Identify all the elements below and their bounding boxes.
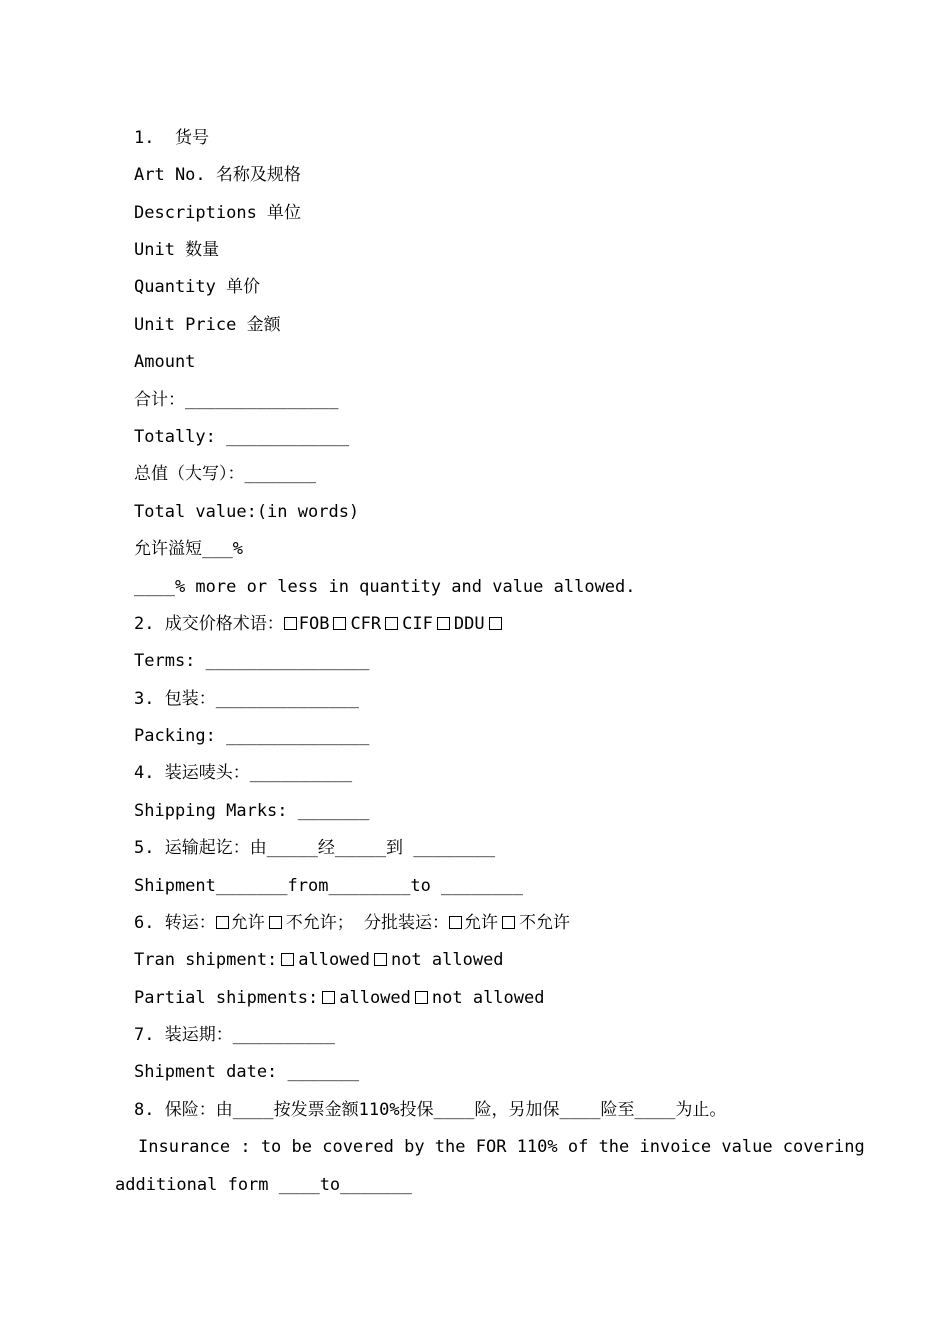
item-art-no-en: Art No. 名称及规格 — [134, 165, 301, 185]
item-amount: Amount — [134, 352, 196, 372]
checkbox-icon[interactable] — [269, 916, 282, 929]
insurance-en: Insurance : to be covered by the FOR 110% of the invoice value covering — [138, 1137, 865, 1157]
transshipment-en-label: Tran shipment: — [134, 950, 278, 970]
transshipment-allowed-cn: 允许 — [230, 913, 265, 933]
checkbox-icon[interactable] — [284, 617, 297, 630]
transshipment-allowed-en: allowed — [298, 950, 370, 970]
total-value-words-cn: 总值（大写）：_______ — [134, 464, 317, 484]
total-cn-field: 合计：_______________ — [134, 390, 339, 410]
insurance-en-continued: additional form ____to_______ — [115, 1175, 412, 1195]
item-unit-price: Unit Price 金额 — [134, 315, 281, 335]
checkbox-icon[interactable] — [385, 617, 398, 630]
checkbox-icon[interactable] — [449, 916, 462, 929]
packing-cn-field: 3. 包装：______________ — [134, 689, 359, 709]
transshipment-not-allowed-en: not allowed — [390, 950, 504, 970]
transshipment-not-allowed-cn: 不允许； — [285, 913, 354, 933]
checkbox-icon[interactable] — [216, 916, 229, 929]
shipment-date-en-field: Shipment date: _______ — [134, 1062, 360, 1082]
item-descriptions: Descriptions 单位 — [134, 203, 302, 223]
shipping-marks-en-field: Shipping Marks: _______ — [134, 801, 370, 821]
insurance-cn: 8. 保险：由____按发票金额110%投保____险，另加保____险至____为止。 — [134, 1100, 727, 1120]
more-or-less-cn: 允许溢短___% — [134, 539, 243, 559]
term-cfr: CFR — [350, 614, 382, 634]
checkbox-icon[interactable] — [281, 953, 294, 966]
shipment-date-cn-field: 7. 装运期：__________ — [134, 1025, 336, 1045]
packing-en-field: Packing: ______________ — [134, 726, 370, 746]
more-or-less-en: ____% more or less in quantity and value allowed. — [134, 577, 636, 597]
shipment-route-en: Shipment_______from________to ________ — [134, 876, 523, 896]
terms-field: Terms: ________________ — [134, 651, 370, 671]
checkbox-icon[interactable] — [502, 916, 515, 929]
partial-cn-label: 分批装运： — [363, 913, 449, 933]
checkbox-icon[interactable] — [333, 617, 346, 630]
transshipment-cn-label: 6. 转运： — [134, 913, 216, 933]
transshipment-en-line — [134, 949, 504, 971]
checkbox-icon[interactable] — [415, 991, 428, 1004]
partial-allowed-en: allowed — [339, 988, 411, 1008]
transshipment-cn-line — [134, 912, 570, 934]
checkbox-icon[interactable] — [489, 617, 502, 630]
shipping-marks-cn-field: 4. 装运唛头：__________ — [134, 763, 353, 783]
item-art-no-cn: 1. 货号 — [134, 128, 209, 148]
checkbox-icon[interactable] — [374, 953, 387, 966]
shipment-route-cn: 5. 运输起讫：由_____经_____到 ________ — [134, 838, 496, 858]
total-en-field: Totally: ____________ — [134, 427, 349, 447]
item-quantity: Quantity 单价 — [134, 277, 261, 297]
total-value-words-en: Total value:(in words) — [134, 502, 360, 522]
partial-not-allowed-cn: 不允许 — [518, 913, 570, 933]
price-terms-label: 2. 成交价格术语： — [134, 614, 284, 634]
item-unit: Unit 数量 — [134, 240, 220, 260]
partial-not-allowed-en: not allowed — [431, 988, 545, 1008]
term-fob: FOB — [298, 614, 330, 634]
partial-allowed-cn: 允许 — [463, 913, 498, 933]
term-ddu: DDU — [453, 614, 485, 634]
checkbox-icon[interactable] — [437, 617, 450, 630]
partial-en-label: Partial shipments: — [134, 988, 319, 1008]
partial-en-line — [134, 987, 544, 1009]
price-terms-line — [134, 613, 506, 635]
term-cif: CIF — [402, 614, 433, 634]
checkbox-icon[interactable] — [322, 991, 335, 1004]
